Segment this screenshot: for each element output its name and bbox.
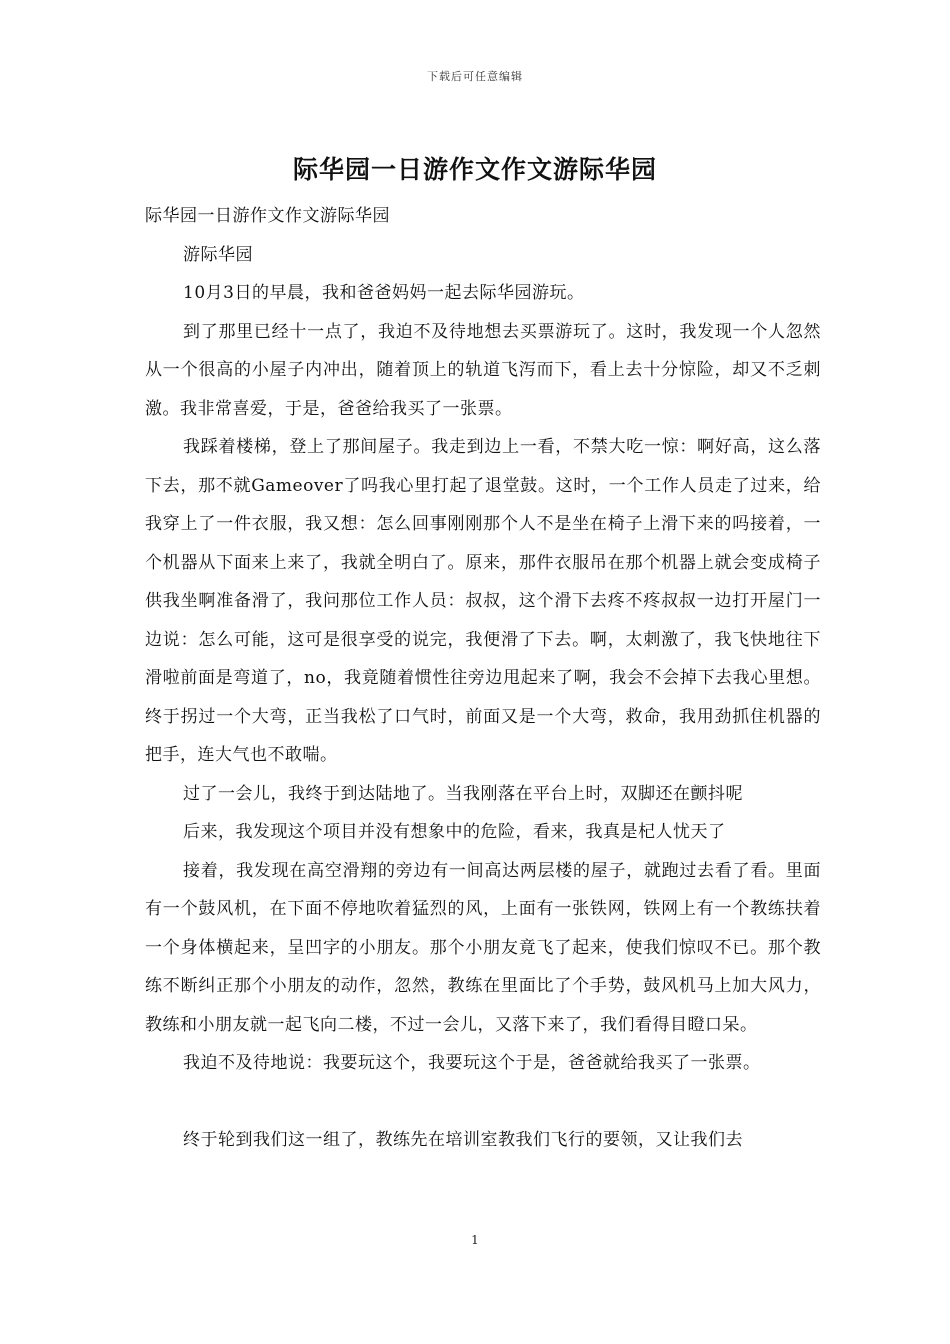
document-subtitle: 际华园一日游作文作文游际华园 [145,206,390,226]
paragraph: 游际华园 [183,244,253,265]
paragraph: 接着，我发现在高空滑翔的旁边有一间高达两层楼的屋子，就跑过去看了看。里面有一个鼓风机，在下面不停地吹着猛烈的风，上面有一张铁网，铁网上有一个教练扶着一个身体横起来，呈凹字的小朋友。那个小朋友竟飞了起来，使我们惊叹不已。那个教练不断纠正那个小朋友的动作，忽然，教练在里面比了个手势，鼓风机马上加大风力，教练和小朋友就一起飞向二楼，不过一会儿，又落下来了，我们看得目瞪口呆。 [145,860,821,1035]
paragraph: 我迫不及待地说：我要玩这个，我要玩这个于是，爸爸就给我买了一张票。 [183,1053,761,1073]
document-title: 际华园一日游作文作文游际华园 [292,155,657,184]
page-header-note: 下载后可任意编辑 [427,70,523,83]
paragraph: 到了那里已经十一点了，我迫不及待地想去买票游玩了。这时，我发现一个人忽然从一个很高的小屋子内冲出，随着顶上的轨道飞泻而下，看上去十分惊险，却又不乏刺激。我非常喜爱，于是，爸爸给我买了一张票。 [145,321,821,419]
paragraph: 后来，我发现这个项目并没有想象中的危险，看来，我真是杞人忧天了 [183,822,726,842]
page-number: 1 [471,1233,479,1247]
document-body [145,197,821,1160]
paragraph: 终于轮到我们这一组了，教练先在培训室教我们飞行的要领，又让我们去 [183,1130,743,1150]
paragraph: 过了一会儿，我终于到达陆地了。当我刚落在平台上时，双脚还在颤抖呢 [183,783,743,804]
paragraph: 10月3日的早晨，我和爸爸妈妈一起去际华园游玩。 [183,283,585,303]
paragraph: 我踩着楼梯，登上了那间屋子。我走到边上一看，不禁大吃一惊：啊好高，这么落下去，那不就Gameover了吗我心里打起了退堂鼓。这时，一个工作人员走了过来，给我穿上了一件衣服，我又想：怎么回事刚刚那个人不是坐在椅子上滑下来的吗接着，一个机器从下面来上来了，我就全明白了。原来，那件衣服吊在那个机器上就会变成椅子供我坐啊准备滑了，我问那位工作人员：叔叔，这个滑下去疼不疼叔叔一边打开屋门一边说：怎么可能，这可是很享受的说完，我便滑了下去。啊，太刺激了，我飞快地往下滑啦前面是弯道了，no，我竟随着惯性往旁边甩起来了啊，我会不会掉下去我心里想。终于拐过一个大弯，正当我松了口气时，前面又是一个大弯，救命，我用劲抓住机器的把手，连大气也不敢喘。 [145,437,821,765]
